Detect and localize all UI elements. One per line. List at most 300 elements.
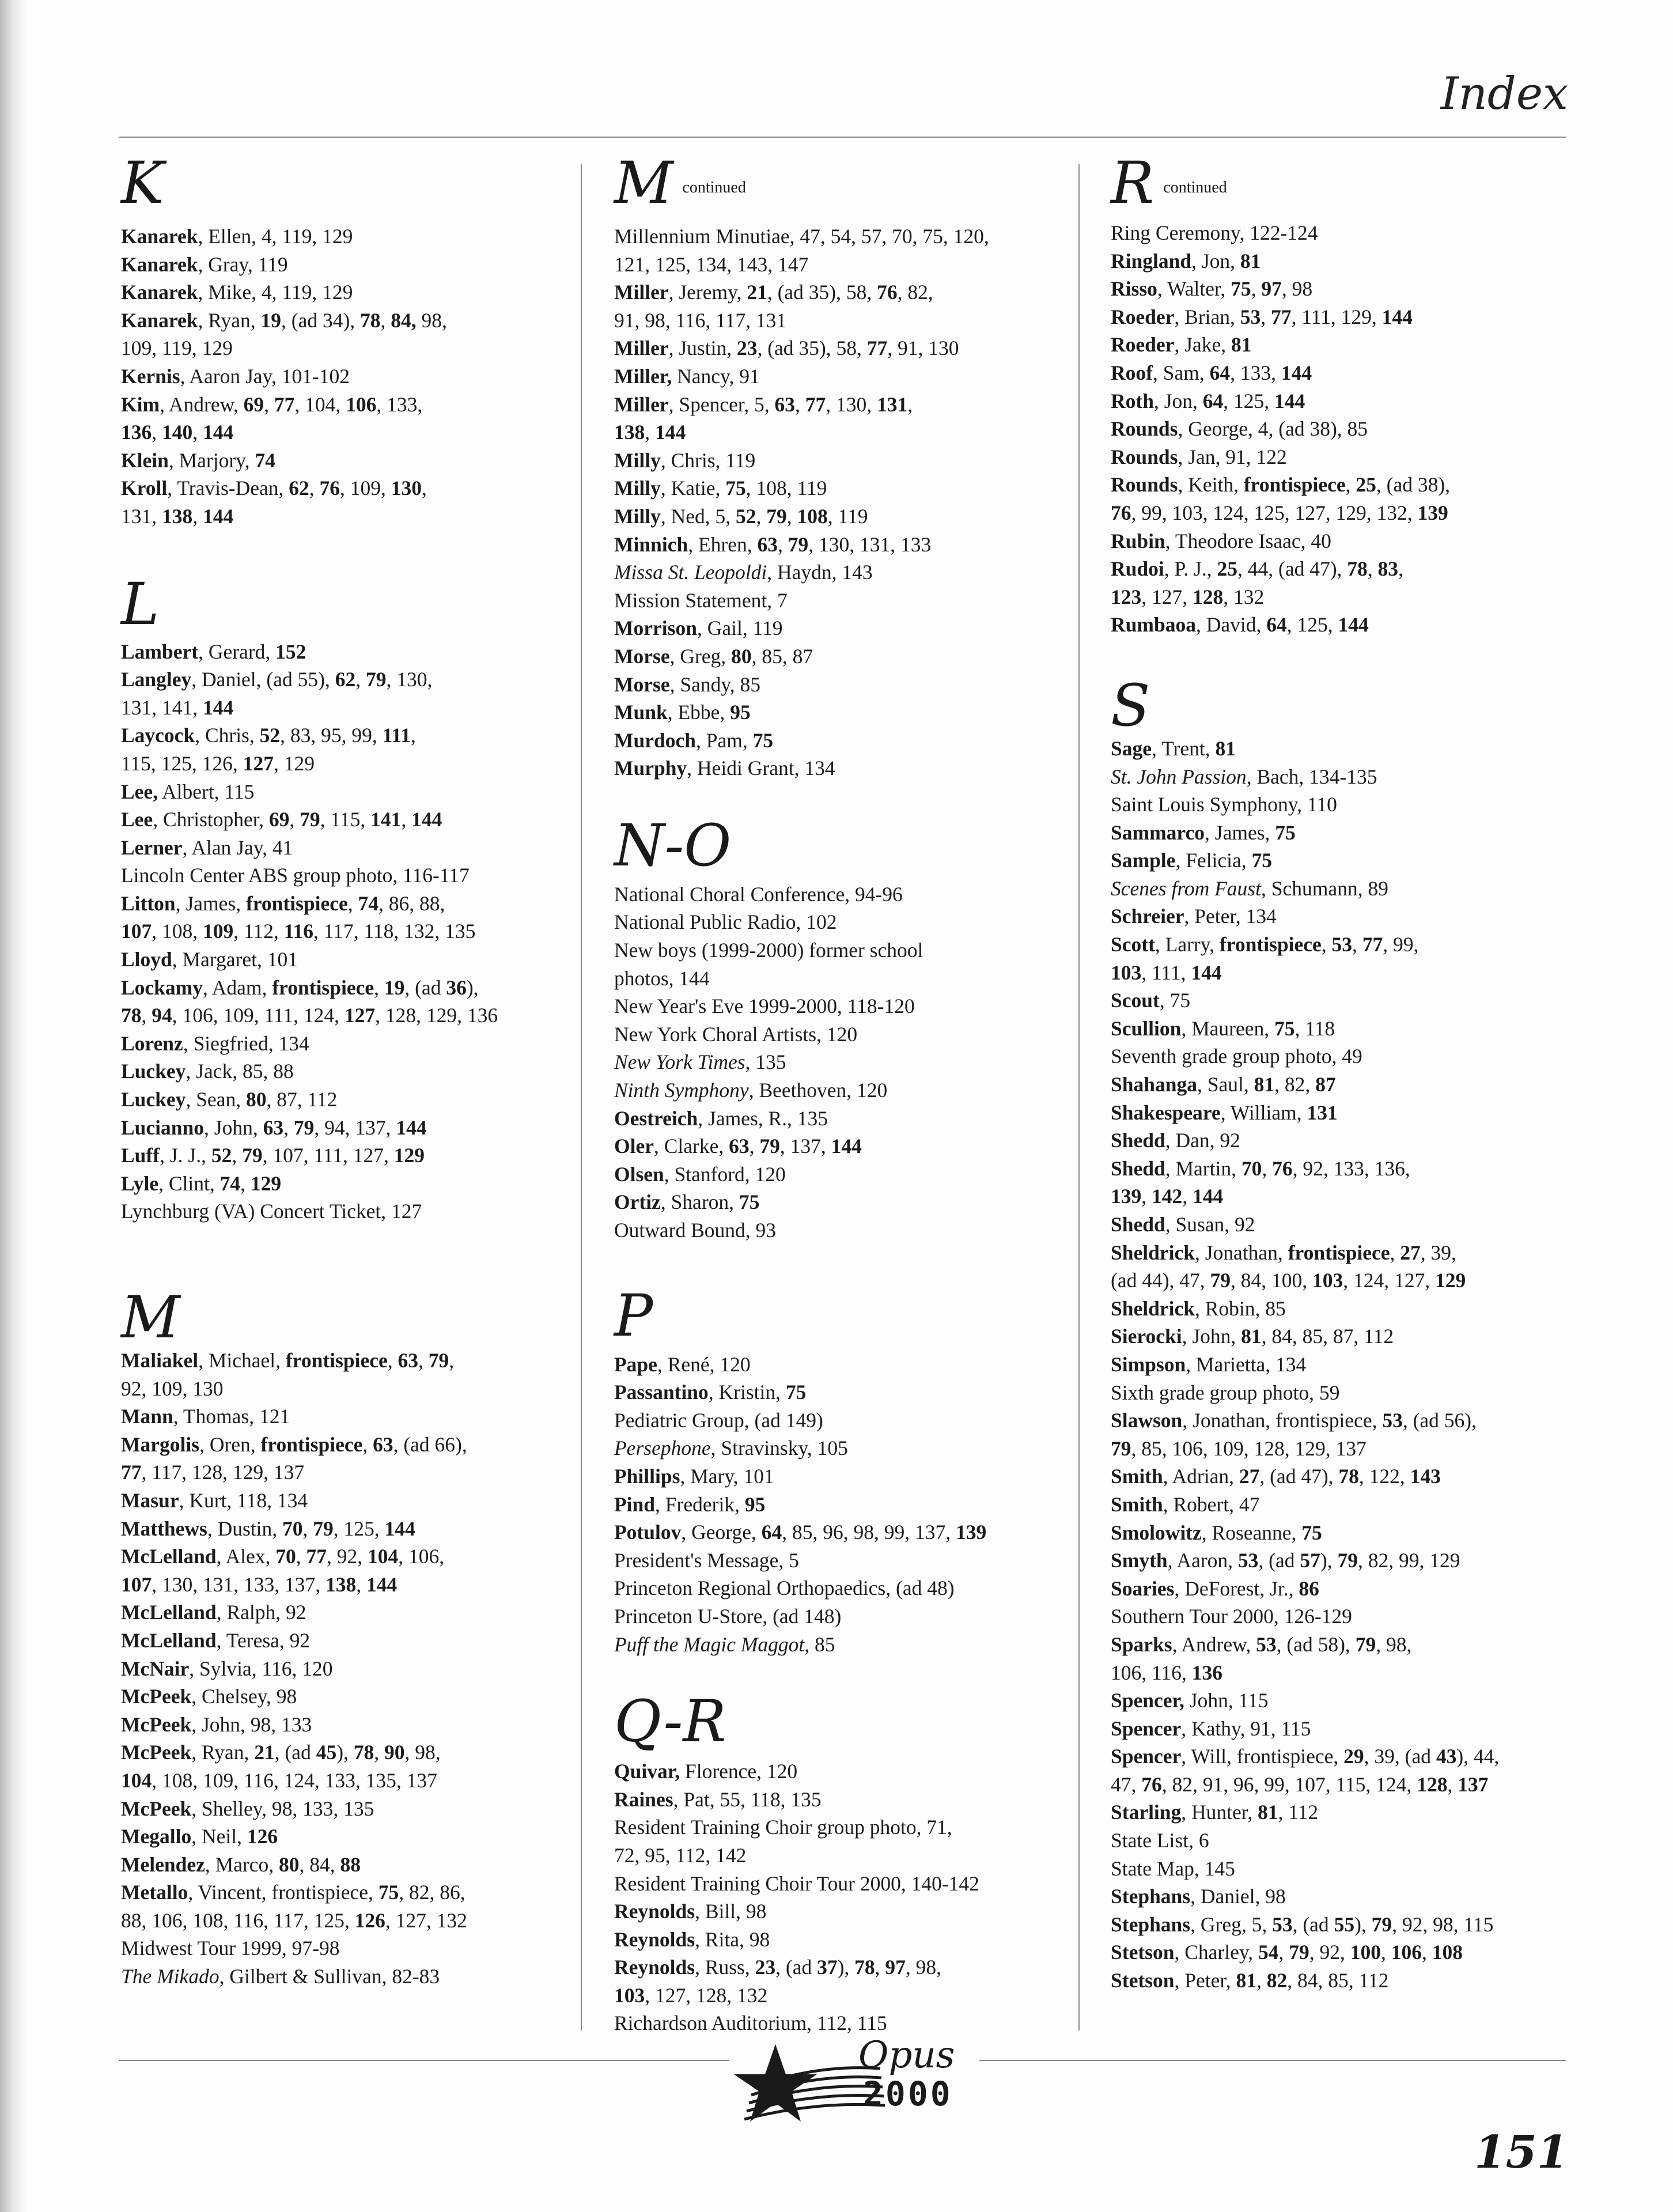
entry-bold-text: 144	[1191, 961, 1222, 984]
entry-bold-text: 63	[757, 532, 778, 556]
entry-text: ),	[1320, 1549, 1338, 1572]
entry-text: ,	[296, 1545, 306, 1568]
entry-bold-text: Luckey	[121, 1060, 186, 1083]
entry-italic-title: The Mikado	[121, 1965, 219, 1988]
index-entry	[1111, 1575, 1566, 1603]
index-entry	[1111, 1631, 1566, 1659]
index-entry	[121, 1057, 570, 1086]
index-entry	[1111, 1042, 1566, 1071]
index-entry	[1111, 819, 1566, 847]
entry-bold-text: 79	[1355, 1632, 1376, 1656]
index-entry	[1111, 555, 1566, 583]
running-head: Index	[1440, 68, 1568, 120]
index-entry	[121, 1822, 570, 1851]
entry-text: , Aaron Jay, 101-102	[180, 364, 350, 388]
entry-text: ,	[141, 1004, 152, 1027]
entry-text: , 133,	[376, 392, 423, 416]
entry-bold-text: 52	[736, 504, 756, 528]
entry-text: , Shelley, 98, 133, 135	[191, 1797, 374, 1820]
entry-text: , Chris,	[195, 724, 260, 747]
entry-text: Richardson Auditorium, 112, 115	[614, 2011, 887, 2035]
entry-text: , Clint,	[158, 1171, 220, 1195]
entry-bold-text: 69	[243, 392, 264, 416]
index-entry	[121, 1487, 570, 1515]
entry-bold-text: Stetson	[1111, 1969, 1175, 1992]
index-entry	[121, 638, 570, 666]
entry-text: , Bill, 98	[695, 1900, 767, 1923]
index-entry	[121, 1627, 570, 1655]
entry-text: Pediatric Group, (ad 149)	[614, 1408, 823, 1432]
entry-bold-text: Lorenz	[121, 1031, 183, 1055]
entry-list	[121, 222, 570, 531]
entry-text: ),	[837, 1956, 855, 1979]
entry-text: , 130,	[386, 668, 433, 691]
entry-text: ,	[1251, 277, 1262, 301]
entry-text: , Ryan,	[191, 1741, 255, 1764]
entry-bold-text: 75	[752, 728, 774, 752]
index-entry	[1111, 1967, 1566, 1995]
entry-bold-text: 53	[1240, 305, 1261, 328]
index-entry	[1111, 1322, 1566, 1351]
entry-text: , Jeremy,	[668, 281, 747, 304]
entry-text: , Pam,	[696, 728, 753, 752]
entry-italic-title: New York Times	[614, 1050, 745, 1074]
entry-bold-text: 37	[817, 1956, 838, 1979]
section-letter: Q-R	[614, 1688, 726, 1756]
entry-bold-text: 25	[1217, 557, 1237, 581]
entry-bold-text: Melendez	[121, 1852, 205, 1876]
entry-text: , 91, 130	[887, 336, 959, 360]
entry-bold-text: Maliakel	[121, 1349, 199, 1372]
entry-bold-text: 143	[1410, 1465, 1441, 1488]
index-entry	[1111, 763, 1566, 791]
entry-text: , Gray, 119	[198, 252, 288, 276]
index-entry	[121, 1458, 570, 1487]
entry-text: , P. J.,	[1164, 557, 1217, 581]
entry-text: ,	[374, 975, 384, 999]
entry-text: , 44, (ad 47),	[1237, 557, 1348, 581]
entry-bold-text: 97	[1261, 277, 1282, 301]
index-entry	[121, 1515, 570, 1543]
entry-text: President's Message, 5	[614, 1548, 799, 1572]
entry-text: ,	[1422, 1941, 1432, 1964]
index-entry	[614, 1491, 1069, 1519]
entry-text: , 125,	[333, 1517, 385, 1540]
entry-bold-text: 95	[744, 1492, 766, 1516]
entry-text: , Justin,	[668, 336, 737, 360]
entry-text: , 115,	[320, 808, 371, 831]
entry-text: , George, 4, (ad 38), 85	[1178, 417, 1368, 441]
section-letter: S	[1111, 671, 1150, 739]
index-entry	[1111, 1182, 1566, 1211]
entry-list	[121, 1347, 570, 1991]
index-section-p	[614, 1281, 1069, 1659]
entry-text: ,	[232, 1144, 243, 1167]
entry-italic-title: St. John Passion	[1111, 765, 1247, 788]
entry-text: , 122,	[1358, 1465, 1410, 1488]
entry-bold-text: frontispiece	[260, 1432, 363, 1456]
entry-bold-text: 79	[788, 532, 809, 556]
entry-bold-text: McPeek	[121, 1797, 192, 1820]
entry-bold-text: McLelland	[121, 1545, 217, 1568]
index-entry	[121, 974, 570, 1002]
entry-text: ,	[1262, 1156, 1273, 1180]
entry-text: 109, 119, 129	[121, 336, 233, 360]
index-entry	[121, 502, 570, 531]
entry-text: , (ad 35), 58,	[767, 281, 877, 304]
entry-bold-text: 123	[1111, 585, 1142, 608]
entry-text: ,	[356, 1572, 366, 1596]
entry-text: , Ralph, 92	[216, 1601, 306, 1624]
index-entry	[121, 1907, 570, 1935]
entry-bold-text: Langley	[121, 668, 192, 691]
entry-bold-text: 79	[1371, 1912, 1392, 1936]
entry-bold-text: 79	[300, 808, 320, 831]
entry-bold-text: Smith	[1111, 1492, 1163, 1516]
entry-bold-text: 78	[854, 1956, 875, 1979]
entry-bold-text: Starling	[1111, 1801, 1182, 1824]
index-entry	[1111, 1099, 1566, 1127]
index-entry	[121, 1141, 570, 1170]
index-entry	[614, 418, 1069, 447]
entry-bold-text: 21	[254, 1741, 275, 1764]
entry-bold-text: 144	[396, 1116, 427, 1139]
index-entry	[614, 1982, 1069, 2010]
section-letter: K	[121, 149, 164, 217]
entry-text: , Will, frontispiece,	[1181, 1745, 1344, 1768]
entry-text: , 85, 96, 98, 99, 137,	[782, 1521, 956, 1544]
entry-text: Southern Tour 2000, 126-129	[1111, 1605, 1352, 1628]
entry-bold-text: 52	[259, 724, 281, 747]
entry-text: , 84, 85, 87, 112	[1261, 1325, 1394, 1348]
entry-text: , 82,	[1274, 1073, 1316, 1096]
entry-list	[614, 1757, 1069, 2037]
index-entry	[1111, 359, 1566, 387]
index-entry	[1111, 1911, 1566, 1939]
index-entry	[614, 1132, 1069, 1160]
index-entry	[614, 1105, 1069, 1133]
entry-text: , 108,	[152, 920, 203, 943]
entry-bold-text: 144	[366, 1572, 398, 1596]
entry-bold-text: 80	[279, 1852, 300, 1876]
entry-bold-text: 104	[121, 1768, 152, 1792]
entry-bold-text: Morrison	[614, 617, 697, 640]
index-entry	[614, 1842, 1069, 1870]
entry-text: , Chris, 119	[660, 448, 756, 472]
entry-text: , 132	[1223, 585, 1265, 608]
entry-text: National Public Radio, 102	[614, 910, 837, 934]
index-entry	[614, 222, 1069, 251]
entry-bold-text: Laycock	[121, 724, 195, 747]
entry-text: , Sean,	[186, 1088, 246, 1111]
entry-bold-text: 53	[1382, 1409, 1403, 1432]
entry-bold-text: 79	[1111, 1436, 1131, 1460]
entry-bold-text: Shedd	[1111, 1156, 1165, 1180]
entry-bold-text: 70	[282, 1517, 303, 1540]
entry-bold-text: Oler	[614, 1135, 654, 1158]
entry-bold-text: 136	[1191, 1661, 1222, 1684]
entry-text: ,	[1278, 1941, 1289, 1964]
entry-bold-text: 76	[1141, 1772, 1162, 1796]
entry-bold-text: 27	[1400, 1241, 1421, 1264]
entry-text: John, 115	[1184, 1689, 1269, 1712]
logo-year: 2000	[863, 2074, 953, 2113]
entry-text: , (ad 34),	[281, 308, 361, 332]
entry-bold-text: Milly	[614, 477, 661, 500]
entry-text: , 98	[1281, 277, 1313, 301]
entry-bold-text: 45	[316, 1741, 337, 1764]
entry-bold-text: Roth	[1111, 389, 1154, 413]
entry-bold-text: 144	[1281, 361, 1312, 384]
index-entry	[121, 1114, 570, 1142]
entry-text: , Ryan,	[198, 308, 261, 332]
index-entry	[1111, 1602, 1566, 1631]
entry-text: , Peter, 134	[1184, 905, 1277, 928]
entry-bold-text: 77	[274, 392, 295, 416]
entry-bold-text: 95	[730, 701, 751, 724]
entry-bold-text: 76	[877, 281, 898, 304]
entry-text: , (ad	[274, 1741, 316, 1764]
entry-bold-text: 55	[1334, 1912, 1355, 1936]
entry-bold-text: 108	[1432, 1941, 1463, 1964]
entry-text: , 98,	[905, 1956, 942, 1979]
entry-text: , Ebbe,	[667, 701, 730, 724]
entry-text: ,	[756, 504, 767, 528]
entry-bold-text: Margolis	[121, 1432, 200, 1456]
index-entry	[614, 362, 1069, 391]
index-entry	[1111, 1687, 1566, 1715]
entry-bold-text: Spencer,	[1111, 1689, 1184, 1712]
entry-text: Resident Training Choir group photo, 71,	[614, 1816, 952, 1839]
entry-text: Saint Louis Symphony, 110	[1111, 793, 1337, 816]
entry-text: , Travis-Dean,	[167, 477, 289, 500]
entry-text: , Beethoven, 120	[748, 1079, 888, 1102]
entry-bold-text: Phillips	[614, 1464, 680, 1488]
index-entry	[1111, 1771, 1566, 1799]
entry-bold-text: 77	[121, 1461, 142, 1484]
entry-text: , (ad	[1292, 1912, 1334, 1936]
entry-text: ,	[309, 477, 320, 500]
entry-bold-text: Reynolds	[614, 1900, 695, 1923]
entry-text: , Walter,	[1157, 277, 1231, 301]
entry-bold-text: McLelland	[121, 1628, 217, 1652]
entry-bold-text: Kim	[121, 392, 160, 416]
continued-label: continued	[1163, 179, 1227, 197]
entry-bold-text: 75	[1274, 1016, 1295, 1040]
entry-bold-text: 80	[245, 1088, 267, 1111]
entry-text: , William,	[1220, 1101, 1307, 1124]
index-entry	[614, 1020, 1069, 1049]
entry-bold-text: 126	[354, 1908, 385, 1932]
entry-bold-text: Lloyd	[121, 948, 172, 971]
entry-bold-text: 111	[382, 724, 411, 747]
entry-bold-text: Sparks	[1111, 1632, 1172, 1656]
entry-text: , Alex,	[216, 1545, 276, 1568]
entry-bold-text: 79	[1210, 1269, 1231, 1292]
index-entry	[1111, 931, 1566, 959]
entry-text: ,	[240, 1171, 251, 1195]
section-letter: L	[121, 570, 160, 638]
entry-text: ,	[401, 808, 412, 831]
entry-bold-text: 53	[1272, 1912, 1293, 1936]
entry-text: Millennium Minutiae, 47, 54, 57, 70, 75, 120,	[614, 225, 989, 248]
index-entry	[1111, 1435, 1566, 1463]
index-entry	[121, 1086, 570, 1114]
entry-list	[1111, 735, 1566, 1995]
entry-text: , Schumann, 89	[1261, 876, 1388, 900]
index-entry	[121, 1655, 570, 1683]
entry-text: , 94, 137,	[314, 1116, 396, 1139]
entry-text: , 82, 99, 129	[1357, 1549, 1460, 1572]
entry-bold-text: 62	[289, 477, 309, 500]
entry-bold-text: Reynolds	[614, 1956, 695, 1979]
entry-bold-text: Slawson	[1111, 1409, 1183, 1432]
entry-bold-text: 88	[340, 1852, 361, 1876]
entry-text: , 39,	[1420, 1241, 1456, 1264]
entry-bold-text: 139	[1111, 1185, 1142, 1208]
entry-text: National Choral Conference, 94-96	[614, 882, 903, 906]
index-entry	[1111, 219, 1566, 247]
index-entry	[614, 1216, 1069, 1245]
entry-bold-text: Litton	[121, 891, 176, 915]
entry-bold-text: Rudoi	[1111, 557, 1164, 581]
column-divider	[581, 164, 582, 2030]
index-entry	[614, 1757, 1069, 1786]
entry-text: , 92, 98, 115	[1392, 1912, 1494, 1936]
entry-text: ,	[387, 1349, 398, 1372]
entry-text: , Adrian,	[1163, 1465, 1239, 1488]
entry-text: , Pat, 55, 118, 135	[673, 1787, 822, 1811]
entry-bold-text: Shakespeare	[1111, 1101, 1221, 1124]
index-entry	[614, 447, 1069, 475]
entry-bold-text: Schreier	[1111, 905, 1184, 928]
entry-bold-text: 138	[614, 421, 645, 444]
entry-text: ,	[264, 392, 274, 416]
entry-bold-text: Smolowitz	[1111, 1521, 1202, 1544]
entry-bold-text: 81	[1257, 1801, 1278, 1824]
index-entry	[1111, 1519, 1566, 1547]
index-entry	[614, 965, 1069, 993]
index-entry	[614, 1462, 1069, 1491]
entry-bold-text: 128	[1417, 1772, 1448, 1796]
entry-bold-text: 94	[152, 1004, 172, 1027]
index-entry	[1111, 275, 1566, 303]
entry-text: , Roseanne,	[1201, 1521, 1302, 1544]
entry-text: , Peter,	[1174, 1969, 1236, 1992]
entry-text: , Greg,	[669, 644, 732, 668]
entry-bold-text: Rounds	[1111, 417, 1178, 441]
entry-bold-text: 75	[725, 477, 746, 500]
entry-bold-text: Scout	[1111, 989, 1160, 1012]
entry-text: ,	[380, 308, 391, 332]
index-entry	[1111, 1491, 1566, 1519]
entry-text: , Margaret, 101	[172, 948, 298, 971]
entry-text: , Sylvia, 116, 120	[189, 1657, 333, 1680]
entry-bold-text: Rounds	[1111, 473, 1178, 497]
entry-bold-text: 103	[614, 1983, 645, 2007]
entry-text: , Andrew,	[1172, 1632, 1256, 1656]
entry-text: , Kathy, 91, 115	[1181, 1716, 1311, 1740]
entry-bold-text: 136	[121, 421, 152, 444]
entry-text: , Stravinsky, 105	[710, 1436, 848, 1460]
entry-bold-text: Megallo	[121, 1825, 192, 1848]
entry-text: 47,	[1111, 1772, 1142, 1796]
entry-bold-text: 75	[1231, 277, 1251, 301]
entry-bold-text: 140	[162, 421, 193, 444]
entry-text: Lynchburg (VA) Concert Ticket, 127	[121, 1200, 422, 1223]
entry-text: , Kurt, 118, 134	[179, 1488, 308, 1512]
entry-text: , Saul,	[1197, 1073, 1254, 1096]
entry-bold-text: 79	[293, 1116, 315, 1139]
entry-bold-text: Pape	[614, 1352, 657, 1376]
entry-text: ,	[374, 1741, 385, 1764]
index-column-2	[614, 149, 1069, 2037]
section-letter: Mcontinued	[614, 149, 746, 217]
entry-bold-text: Miller	[614, 392, 669, 416]
index-entry	[121, 834, 570, 862]
index-entry	[614, 474, 1069, 502]
entry-text: Mission Statement, 7	[614, 588, 788, 612]
entry-bold-text: Scott	[1111, 933, 1155, 956]
entry-text: , Marietta, 134	[1186, 1352, 1307, 1376]
entry-text: ,	[302, 1517, 313, 1540]
entry-text: , Neil,	[191, 1825, 247, 1848]
entry-bold-text: 76	[319, 477, 340, 500]
entry-bold-text: 79	[428, 1349, 449, 1372]
index-entry	[121, 474, 570, 502]
entry-text: , Keith,	[1178, 473, 1244, 497]
entry-bold-text: 54	[1258, 1941, 1279, 1964]
entry-text: (ad 44), 47,	[1111, 1269, 1210, 1292]
entry-bold-text: 77	[306, 1545, 327, 1568]
entry-text: , Theodore Isaac, 40	[1165, 529, 1331, 553]
entry-text: ,	[749, 1135, 760, 1158]
entry-bold-text: 53	[1237, 1549, 1259, 1572]
index-entry	[121, 391, 570, 419]
entry-text: 98,	[416, 308, 447, 332]
entry-bold-text: 144	[203, 504, 234, 528]
entry-text: Lincoln Center ABS group photo, 116-117	[121, 864, 470, 887]
entry-text: ,	[410, 724, 416, 747]
entry-text: , Marco,	[205, 1852, 279, 1876]
entry-text: ,	[1367, 557, 1378, 581]
entry-bold-text: 43	[1436, 1745, 1457, 1768]
entry-bold-text: Ringland	[1111, 249, 1192, 273]
index-entry	[1111, 471, 1566, 499]
entry-text: ,	[1447, 1772, 1458, 1796]
entry-text: Resident Training Choir Tour 2000, 140-142	[614, 1871, 979, 1895]
entry-bold-text: Smith	[1111, 1465, 1163, 1488]
entry-text: 88, 106, 108, 116, 117, 125,	[121, 1908, 355, 1932]
index-entry	[1111, 443, 1566, 471]
index-entry	[121, 447, 570, 475]
entry-bold-text: Sierocki	[1111, 1325, 1182, 1348]
index-column-3	[1111, 149, 1566, 1995]
entry-text: ,	[152, 421, 162, 444]
index-section-m	[121, 1284, 570, 1991]
entry-text: , James, R., 135	[698, 1106, 828, 1130]
index-column-1	[121, 149, 570, 1991]
entry-text: ),	[466, 975, 479, 999]
entry-bold-text: 79	[766, 504, 787, 528]
entry-text: 131,	[121, 504, 162, 528]
index-entry	[1111, 1155, 1566, 1183]
entry-text: , Jake,	[1174, 333, 1231, 357]
entry-text: Sixth grade group photo, 59	[1111, 1381, 1340, 1404]
index-entry	[614, 1048, 1069, 1076]
index-section-k	[121, 149, 570, 531]
entry-text: , Ned, 5,	[660, 504, 736, 528]
